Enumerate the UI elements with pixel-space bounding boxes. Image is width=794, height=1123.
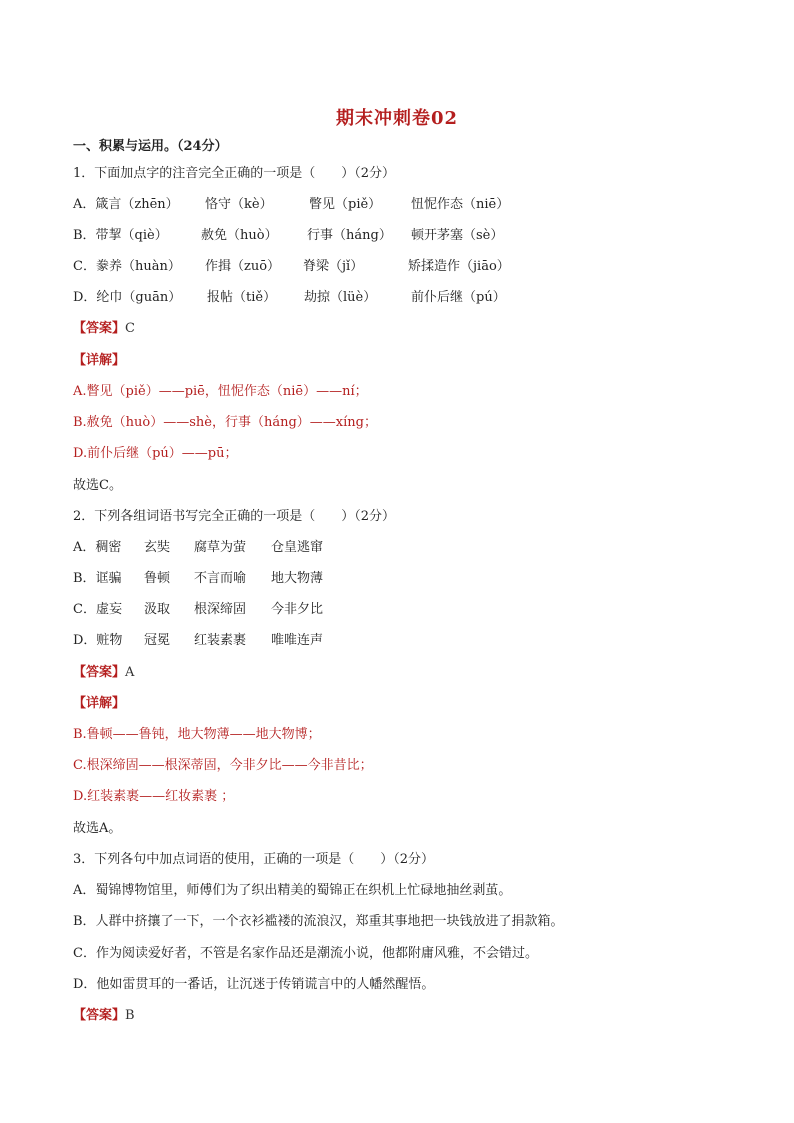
q1-option-d-item2: 报帖（tiě） [207, 290, 277, 305]
q3-option-c: C．作为阅读爱好者，不管是名家作品还是潮流小说，他都附庸风雅，不会错过。 [73, 946, 538, 961]
q1-answer [73, 320, 135, 338]
q2-option-d-item2: 冠冕 [144, 633, 171, 648]
q1-option-c-item2: 作揖（zuō） [205, 259, 281, 274]
answer-tag: 【答案】 [73, 665, 126, 680]
q1-option-c-item3: 脊梁（jǐ） [303, 259, 364, 274]
q1-option-d-item4: 前仆后继（pú） [411, 290, 506, 305]
q1-option-b-item3: 行事（háng） [307, 228, 392, 243]
q1-option-d-item3: 劫掠（lüè） [304, 290, 377, 305]
answer-tag: 【答案】 [73, 1008, 126, 1023]
q2-option-c-item3: 根深缔固 [194, 602, 247, 617]
q2-option-b-item1: B．诓骗 [73, 571, 122, 586]
q2-option-a-item1: A．稠密 [73, 540, 122, 555]
q2-detail-tag: 【详解】 [73, 696, 126, 711]
question-2-stem: 2．下列各组词语书写完全正确的一项是（ ）（2分） [73, 509, 396, 524]
section-heading: 一、积累与运用。（24分） [73, 139, 228, 154]
q1-option-a-item1: A．箴言（zhēn） [73, 197, 179, 212]
q1-option-b-item2: 赦免（huò） [201, 228, 278, 243]
answer-tag: 【答案】 [73, 321, 126, 336]
q1-option-d-item1: D．纶巾（guān） [73, 290, 182, 305]
q1-option-c-item1: C．豢养（huàn） [73, 259, 181, 274]
answer-value: A [125, 665, 135, 680]
q1-option-b-item1: B．带挈（qiè） [73, 228, 168, 243]
q2-option-c-item4: 今非夕比 [271, 602, 324, 617]
question-3-stem: 3．下列各句中加点词语的使用，正确的一项是（ ）（2分） [73, 852, 435, 867]
q2-detail-line: C.根深缔固——根深蒂固，今非夕比——今非昔比； [73, 758, 373, 773]
q1-detail-line: A.瞥见（piě）——piē，忸怩作态（niē）——ní； [73, 384, 368, 399]
q3-option-b: B．人群中挤攘了一下，一个衣衫褴褛的流浪汉，郑重其事地把一块钱放进了捐款箱。 [73, 914, 564, 929]
q2-option-d-item3: 红装素裹 [194, 633, 247, 648]
q1-option-c-item4: 矫揉造作（jiāo） [408, 259, 510, 274]
q1-option-a-item2: 恪守（kè） [205, 197, 273, 212]
q2-option-d-item1: D．赃物 [73, 633, 123, 648]
q2-conclusion: 故选A。 [73, 821, 122, 836]
q3-option-a: A．蜀锦博物馆里，师傅们为了织出精美的蜀锦正在织机上忙碌地抽丝剥茧。 [73, 883, 512, 898]
page-title: 期末冲刺卷02 [335, 108, 459, 129]
q2-option-b-item2: 鲁顿 [144, 571, 171, 586]
q2-option-a-item2: 玄奘 [144, 540, 171, 555]
q1-detail-line: B.赦免（huò）——shè，行事（háng）——xíng； [73, 415, 377, 430]
q2-answer [73, 664, 134, 682]
q1-option-a-item4: 忸怩作态（niē） [411, 197, 510, 212]
q1-detail-line: D.前仆后继（pú）——pū； [73, 446, 238, 461]
q1-detail-tag: 【详解】 [73, 353, 126, 368]
q2-option-a-item3: 腐草为萤 [194, 540, 247, 555]
q3-option-d: D．他如雷贯耳的一番话，让沉迷于传销谎言中的人幡然醒悟。 [73, 977, 435, 992]
q2-detail-line: B.鲁顿——鲁钝，地大物薄——地大物博； [73, 727, 321, 742]
q1-option-a-item3: 瞥见（piě） [309, 197, 382, 212]
question-1-stem: 1．下面加点字的注音完全正确的一项是（ ）（2分） [73, 166, 396, 181]
q2-option-c-item1: C．虚妄 [73, 602, 122, 617]
q2-detail-line: D.红装素裹——红妆素裹 ； [73, 789, 235, 804]
q2-option-d-item4: 唯唯连声 [271, 633, 324, 648]
answer-value: C [125, 321, 135, 336]
q2-option-b-item4: 地大物薄 [271, 571, 324, 586]
q2-option-b-item3: 不言而喻 [194, 571, 247, 586]
answer-value: B [125, 1008, 135, 1023]
q2-option-a-item4: 仓皇逃窜 [271, 540, 324, 555]
q1-conclusion: 故选C。 [73, 478, 122, 493]
q2-option-c-item2: 汲取 [144, 602, 171, 617]
q3-answer [73, 1007, 135, 1025]
q1-option-b-item4: 顿开茅塞（sè） [411, 228, 504, 243]
